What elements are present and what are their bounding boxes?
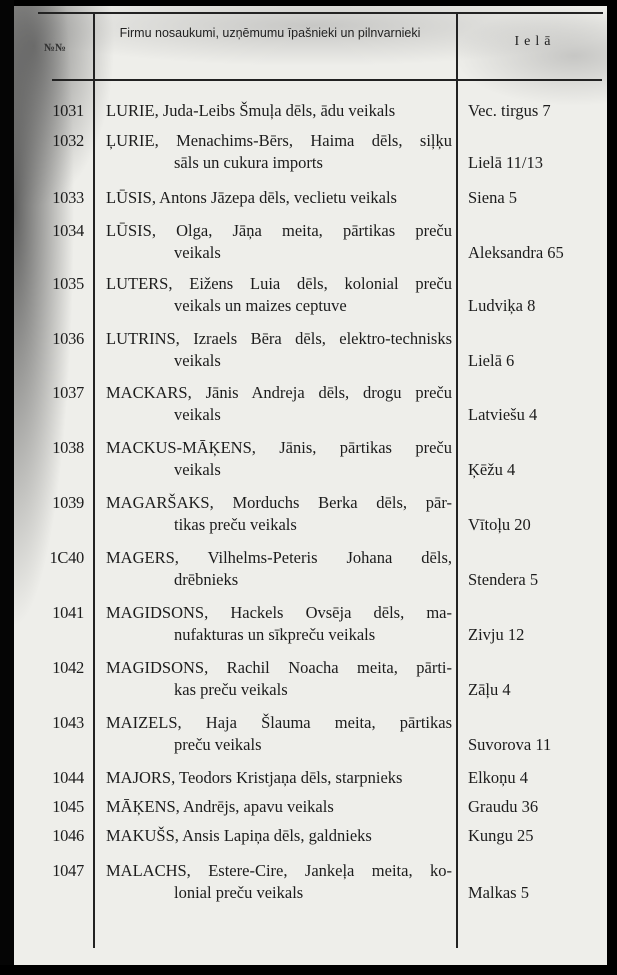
entry-name: [106, 328, 452, 372]
entry-line-1: MAGIDSONS, Hackels Ovsēja dēls, ma-: [106, 603, 452, 622]
entry-number: 1034: [52, 221, 84, 240]
entry-name: [106, 767, 452, 789]
entry-line-2: sāls un cukura imports: [174, 153, 323, 172]
scan-border-right: [607, 0, 617, 975]
scan-border-bottom: [0, 965, 617, 975]
entry-street: Malkas 5: [468, 883, 529, 902]
entry-name: [106, 220, 452, 264]
entry-number: 1045: [52, 797, 84, 816]
header-firm-names: Firmu nosaukumi, uzņēmumu īpašnieki un pilnvarnieki: [119, 26, 421, 40]
header-number: №№: [44, 42, 67, 54]
entry-line-2: tikas preču veikals: [174, 515, 297, 534]
entry-line-1: LŪSIS, Antons Jāzepa dēls, veclietu veikals: [106, 188, 397, 207]
entry-name: [106, 273, 452, 317]
entry-line-1: LUTRINS, Izraels Bēra dēls, elektro-technisks: [106, 329, 452, 348]
entry-number: 1039: [52, 493, 84, 512]
entry-number: 1036: [52, 329, 84, 348]
entry-name: [106, 547, 452, 591]
entry-line-2: preču veikals: [174, 735, 262, 754]
entry-street: Zāļu 4: [468, 680, 511, 699]
entry-line-1: MAGERS, Vilhelms-Peteris Johana dēls,: [106, 548, 452, 567]
entry-street: Suvorova 11: [468, 735, 552, 754]
entry-street: Ķēžu 4: [468, 460, 516, 479]
entry-street: Graudu 36: [468, 797, 539, 816]
entry-street: Siena 5: [468, 188, 518, 207]
entry-line-2: lonial preču veikals: [174, 883, 304, 902]
entry-line-1: MACKARS, Jānis Andreja dēls, drogu preču: [106, 383, 452, 402]
entry-name: [106, 187, 452, 209]
entry-line-2: veikals: [174, 243, 221, 262]
entry-name: [106, 130, 452, 174]
entry-street: Zivju 12: [468, 625, 525, 644]
entry-line-1: LURIE, Juda-Leibs Šmuļa dēls, ādu veikals: [106, 101, 396, 120]
entry-street: Aleksandra 65: [468, 243, 564, 262]
column-divider-number: [93, 12, 95, 948]
entry-name: [106, 825, 452, 847]
scan-border-left: [0, 0, 14, 975]
entry-number: 1031: [52, 101, 84, 120]
entry-street: Lielā 11/13: [468, 153, 543, 172]
entry-street: Latviešu 4: [468, 405, 538, 424]
entry-number: 1038: [52, 438, 84, 457]
entry-street: Elkoņu 4: [468, 768, 529, 787]
entry-number: 1033: [52, 188, 84, 207]
entry-line-2: drēbnieks: [174, 570, 239, 589]
entry-street: Stendera 5: [468, 570, 539, 589]
entry-street: Vec. tirgus 7: [468, 101, 551, 120]
entry-line-1: MAGARŠAKS, Morduchs Berka dēls, pār-: [106, 493, 452, 512]
entry-line-2: kas preču veikals: [174, 680, 288, 699]
entry-line-1: LŪSIS, Olga, Jāņa meita, pārtikas preču: [106, 221, 452, 240]
entry-street: Ludviķa 8: [468, 296, 536, 315]
entry-name: [106, 382, 452, 426]
entry-line-1: MĀĶENS, Andrējs, apavu veikals: [106, 797, 334, 816]
entry-line-1: LUTERS, Eižens Luia dēls, kolonial preču: [106, 274, 452, 293]
entry-name: [106, 602, 452, 646]
entry-line-2: veikals: [174, 405, 221, 424]
entry-name: [106, 712, 452, 756]
entry-name: [106, 657, 452, 701]
entry-number: 1043: [52, 713, 84, 732]
entry-street: Kungu 25: [468, 826, 534, 845]
entry-line-1: MALACHS, Estere-Cire, Jankeļa meita, ko-: [106, 861, 452, 880]
entry-number: 1032: [52, 131, 84, 150]
entry-number: 1047: [52, 861, 84, 880]
entry-number: 1041: [52, 603, 84, 622]
entry-number: 1C40: [49, 548, 84, 567]
entry-name: [106, 100, 452, 122]
entry-line-1: MACKUS-MĀĶENS, Jānis, pārtikas preču: [106, 438, 452, 457]
table-top-rule: [38, 12, 603, 14]
entry-line-1: MAGIDSONS, Rachil Noacha meita, pārti-: [106, 658, 452, 677]
entry-line-2: nufakturas un sīkpreču veikals: [174, 625, 376, 644]
entry-line-2: veikals: [174, 460, 221, 479]
header-bottom-rule: [52, 79, 602, 81]
entry-street: Vītoļu 20: [468, 515, 531, 534]
column-divider-street: [456, 12, 458, 948]
entry-name: [106, 437, 452, 481]
entry-line-2: veikals: [174, 351, 221, 370]
entry-number: 1044: [52, 768, 84, 787]
entry-line-1: MAKUŠS, Ansis Lapiņa dēls, galdnieks: [106, 826, 372, 845]
entry-name: [106, 860, 452, 904]
entry-line-1: MAJORS, Teodors Kristjaņa dēls, starpnieks: [106, 768, 403, 787]
entry-number: 1042: [52, 658, 84, 677]
entry-street: Lielā 6: [468, 351, 515, 370]
entry-number: 1037: [52, 383, 84, 402]
entry-number: 1046: [52, 826, 84, 845]
entry-line-1: MAIZELS, Haja Šlauma meita, pārtikas: [106, 713, 452, 732]
entry-name: [106, 492, 452, 536]
entry-line-1: ĻURIE, Menachims-Bērs, Haima dēls, siļķu: [106, 131, 452, 150]
header-street: Ielā: [514, 34, 556, 49]
entry-name: [106, 796, 452, 818]
entry-number: 1035: [52, 274, 84, 293]
entry-line-2: veikals un maizes ceptuve: [174, 296, 347, 315]
